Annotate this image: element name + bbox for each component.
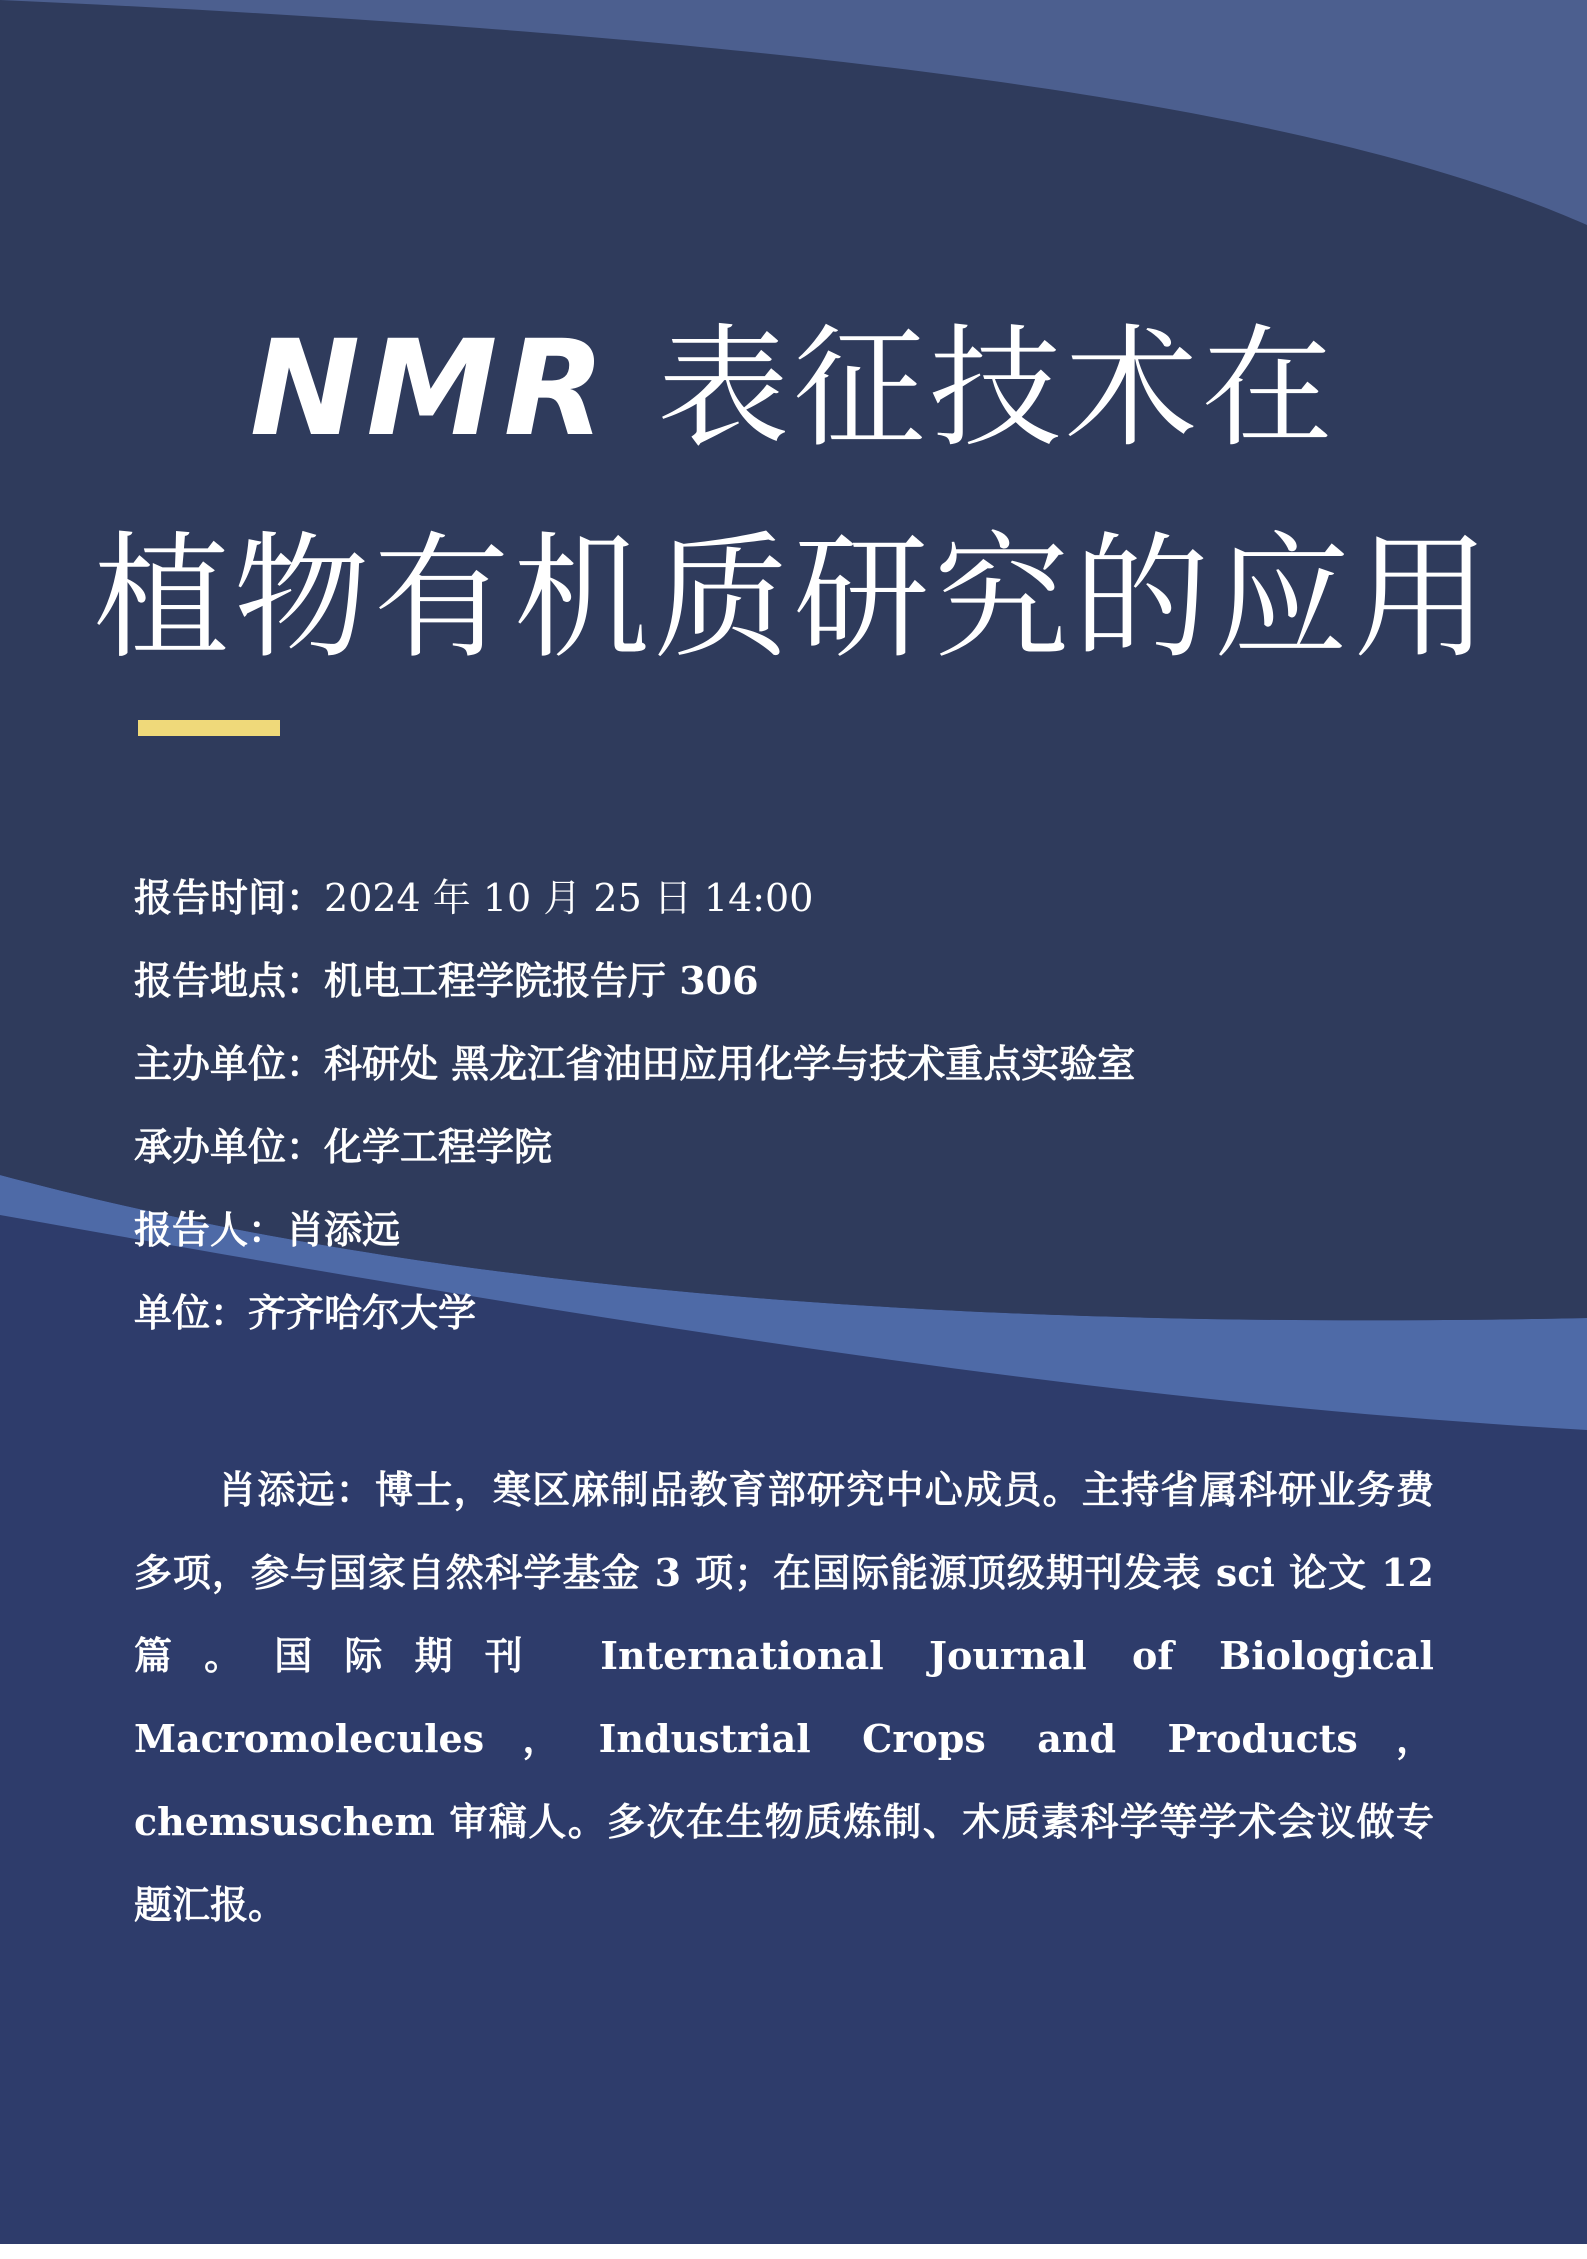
info-label: 报告地点： <box>134 958 325 1003</box>
info-row-co-organizer <box>134 1111 1464 1194</box>
info-value: 科研处 黑龙江省油田应用化学与技术重点实验室 <box>324 1041 1136 1086</box>
bio-name: 肖添远： <box>218 1467 376 1512</box>
info-value: 齐齐哈尔大学 <box>248 1290 477 1335</box>
speaker-bio <box>134 1448 1434 1946</box>
info-label: 单位： <box>134 1290 249 1335</box>
info-label: 报告人： <box>134 1207 287 1252</box>
title-latin: NMR <box>249 312 612 466</box>
title-line-1 <box>0 282 1587 472</box>
info-label: 承办单位： <box>134 1124 325 1169</box>
bio-text: 博士，寒区麻制品教育部研究中心成员。主持省属科研业务费多项，参与国家自然科学基金 3 项；在国际能源顶级期刊发表 sci 论文 12 篇。国际期刊 International Journal of Biological Macromolecules，Industrial Crops and Products，chemsuschem 审稿人。多次在生物质炼制、木质素科学等学术会议做专题汇报。 <box>134 1467 1434 1927</box>
accent-bar <box>138 720 280 736</box>
info-value: 2024 年 10 月 25 日 14:00 <box>324 876 814 920</box>
title-cjk: 表征技术在 <box>657 312 1338 466</box>
info-label: 主办单位： <box>134 1041 325 1086</box>
info-row-time <box>134 862 1464 945</box>
info-row-affiliation <box>134 1277 1464 1360</box>
info-label: 报告时间： <box>134 875 325 920</box>
info-value: 机电工程学院报告厅 306 <box>324 958 759 1003</box>
footer-line <box>0 2244 1587 2259</box>
event-info <box>134 862 1464 1360</box>
title-line-2: 植物有机质研究的应用 <box>93 520 1494 678</box>
info-row-organizer <box>134 1028 1464 1111</box>
info-row-location <box>134 945 1464 1028</box>
info-row-speaker <box>134 1194 1464 1277</box>
info-value: 肖添远 <box>286 1207 401 1252</box>
info-value: 化学工程学院 <box>324 1124 553 1169</box>
